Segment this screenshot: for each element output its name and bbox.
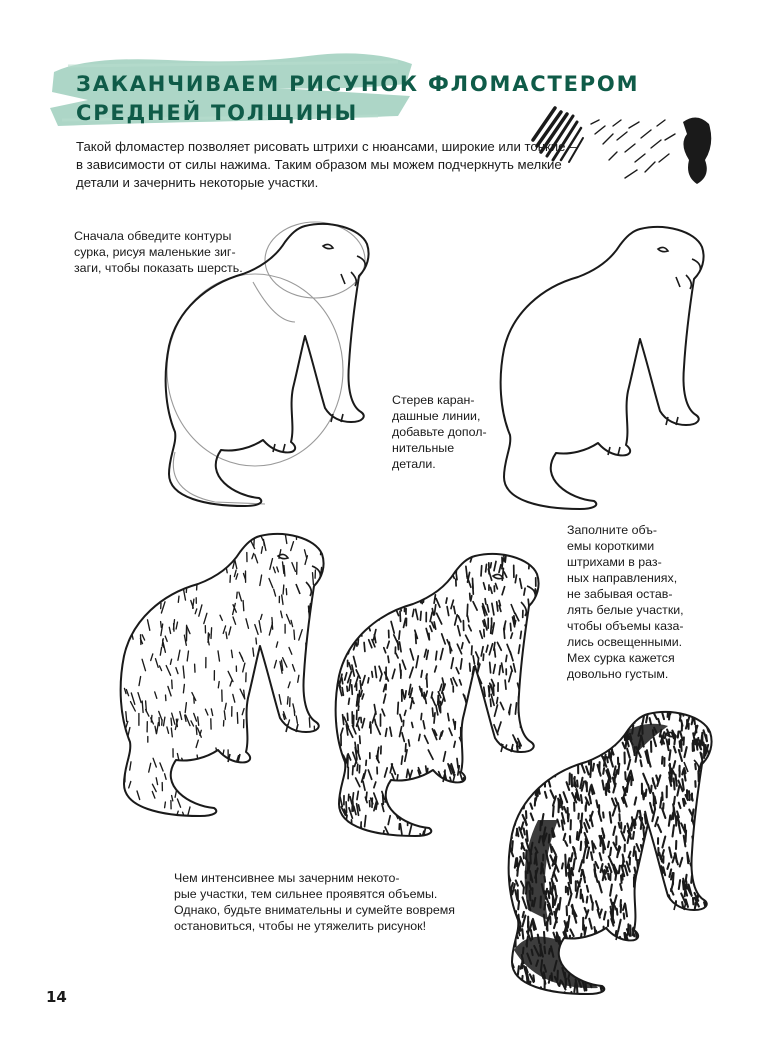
marmot-dark-hatching xyxy=(498,700,728,995)
marmot-shape xyxy=(504,708,717,1003)
caption-line: лись освещенными. xyxy=(567,635,683,649)
caption-line: лять белые участки, xyxy=(567,603,684,617)
marmot-light-hatching xyxy=(110,522,340,817)
marmot-shape xyxy=(114,530,330,820)
caption-line: остановиться, чтобы не утяжелить рисунок! xyxy=(174,919,427,933)
intro-paragraph xyxy=(76,138,577,192)
caption-step1 xyxy=(74,228,243,276)
marmot-shape xyxy=(501,227,704,509)
title-line: СРЕДНЕЙ ТОЛЩИНЫ xyxy=(76,101,359,125)
intro-line: детали и зачернить некоторые участки. xyxy=(76,175,319,190)
stroke-samples xyxy=(525,104,725,194)
intro-line: Такой фломастер позволяет рисовать штрихи с нюансами, широкие или тонкие – xyxy=(76,139,577,154)
caption-line: Стерев каран- xyxy=(392,393,475,407)
caption-line: емы короткими xyxy=(567,539,655,553)
caption-line: Сначала обведите контуры xyxy=(74,229,232,243)
fur-hatching xyxy=(114,530,330,820)
caption-line: Однако, будьте внимательны и сумейте вовремя xyxy=(174,903,455,917)
intro-line: в зависимости от силы нажима. Таким образом мы можем подчеркнуть мелкие xyxy=(76,157,562,172)
caption-line: дашные линии, xyxy=(392,409,481,423)
caption-line: не забывая остав- xyxy=(567,587,673,601)
caption-line: ных направлениях, xyxy=(567,571,678,585)
caption-line: Мех сурка кажется xyxy=(567,651,675,665)
caption-line: Чем интенсивнее мы зачерним некото- xyxy=(174,871,400,885)
marmot-clean-outline xyxy=(490,215,720,510)
caption-step4 xyxy=(174,870,455,934)
caption-line: штрихами в раз- xyxy=(567,555,662,569)
caption-line: добавьте допол- xyxy=(392,425,487,439)
caption-line: чтобы объемы каза- xyxy=(567,619,684,633)
caption-line: сурка, рисуя маленькие зиг- xyxy=(74,245,236,259)
caption-line: Заполните объ- xyxy=(567,523,658,537)
caption-line: рые участки, тем сильнее проявятся объемы. xyxy=(174,887,438,901)
caption-step3 xyxy=(567,522,684,682)
page-number: 14 xyxy=(46,988,67,1006)
caption-line: заги, чтобы показать шерсть. xyxy=(74,261,243,275)
caption-line: детали. xyxy=(392,457,436,471)
title-line: ЗАКАНЧИВАЕМ РИСУНОК ФЛОМАСТЕРОМ xyxy=(76,72,640,96)
caption-line: довольно густым. xyxy=(567,667,669,681)
fur-hatching xyxy=(504,708,717,1003)
caption-line: нительные xyxy=(392,441,455,455)
caption-step2 xyxy=(392,392,487,472)
